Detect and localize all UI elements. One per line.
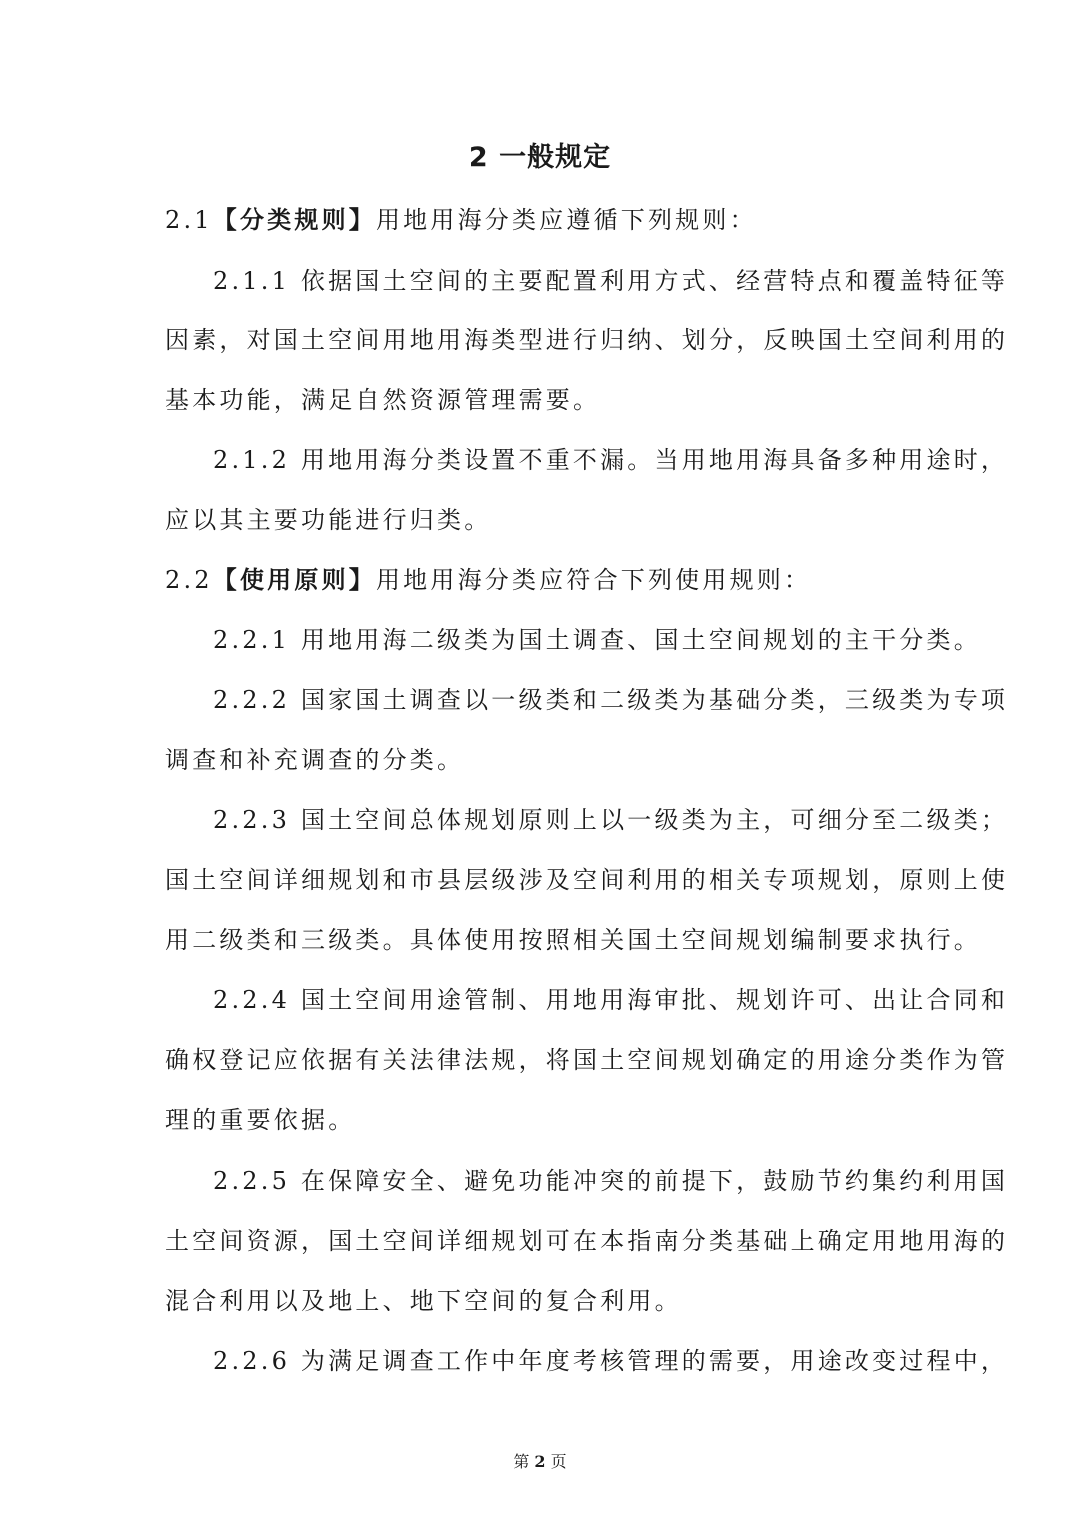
paragraph-2-2-5-line: 土空间资源，国土空间详细规划可在本指南分类基础上确定用地用海的 bbox=[165, 1227, 1009, 1255]
paragraph-2-1-1-line: 2.1.1 依据国土空间的主要配置利用方式、经营特点和覆盖特征等 bbox=[213, 267, 1009, 295]
paragraph-2-2-2-line: 调查和补充调查的分类。 bbox=[165, 746, 465, 774]
section-label: 【分类规则】 bbox=[212, 206, 376, 234]
section-text: 用地用海分类应遵循下列规则： bbox=[375, 206, 757, 234]
page-title: 2 一般规定 bbox=[468, 142, 612, 173]
paragraph-2-2-4-line: 确权登记应依据有关法律法规，将国土空间规划确定的用途分类作为管 bbox=[165, 1046, 1009, 1074]
paragraph-2-1-2-line: 2.1.2 用地用海分类设置不重不漏。当用地用海具备多种用途时， bbox=[213, 446, 1009, 474]
paragraph-2-2-6-line: 2.2.6 为满足调查工作中年度考核管理的需要，用途改变过程中， bbox=[213, 1347, 1009, 1375]
paragraph-2-2-5-line: 2.2.5 在保障安全、避免功能冲突的前提下，鼓励节约集约利用国 bbox=[213, 1167, 1009, 1195]
paragraph-2-1-2-line: 应以其主要功能进行归类。 bbox=[165, 506, 492, 534]
paragraph-2-2-5-line: 混合利用以及地上、地下空间的复合利用。 bbox=[165, 1287, 682, 1315]
paragraph-2-2-4-line: 2.2.4 国土空间用途管制、用地用海审批、规划许可、出让合同和 bbox=[213, 986, 1009, 1014]
page-number: 2 bbox=[534, 1452, 546, 1471]
paragraph-2-2-4-line: 理的重要依据。 bbox=[165, 1106, 356, 1134]
section-number: 2.2 bbox=[165, 566, 213, 594]
paragraph-2-1-1-line: 基本功能，满足自然资源管理需要。 bbox=[165, 386, 601, 414]
footer-prefix: 第 bbox=[513, 1452, 530, 1471]
section-heading-2-1 bbox=[165, 200, 955, 240]
section-text: 用地用海分类应符合下列使用规则： bbox=[375, 566, 812, 594]
paragraph-2-2-2-line: 2.2.2 国家国土调查以一级类和二级类为基础分类，三级类为专项 bbox=[213, 686, 1009, 714]
page-footer bbox=[0, 1450, 1080, 1474]
paragraph-2-2-3-line: 用二级类和三级类。具体使用按照相关国土空间规划编制要求执行。 bbox=[165, 926, 981, 954]
paragraph-2-1-1-line: 因素，对国土空间用地用海类型进行归纳、划分，反映国土空间利用的 bbox=[165, 326, 1009, 354]
section-number: 2.1 bbox=[165, 206, 213, 234]
section-heading-2-2 bbox=[165, 560, 955, 600]
paragraph-2-2-1-line: 2.2.1 用地用海二级类为国土调查、国土空间规划的主干分类。 bbox=[213, 626, 981, 654]
paragraph-2-2-3-line: 2.2.3 国土空间总体规划原则上以一级类为主，可细分至二级类； bbox=[213, 806, 1009, 834]
section-label: 【使用原则】 bbox=[212, 566, 376, 594]
paragraph-2-2-3-line: 国土空间详细规划和市县层级涉及空间利用的相关专项规划，原则上使 bbox=[165, 866, 1009, 894]
footer-suffix: 页 bbox=[550, 1452, 567, 1471]
